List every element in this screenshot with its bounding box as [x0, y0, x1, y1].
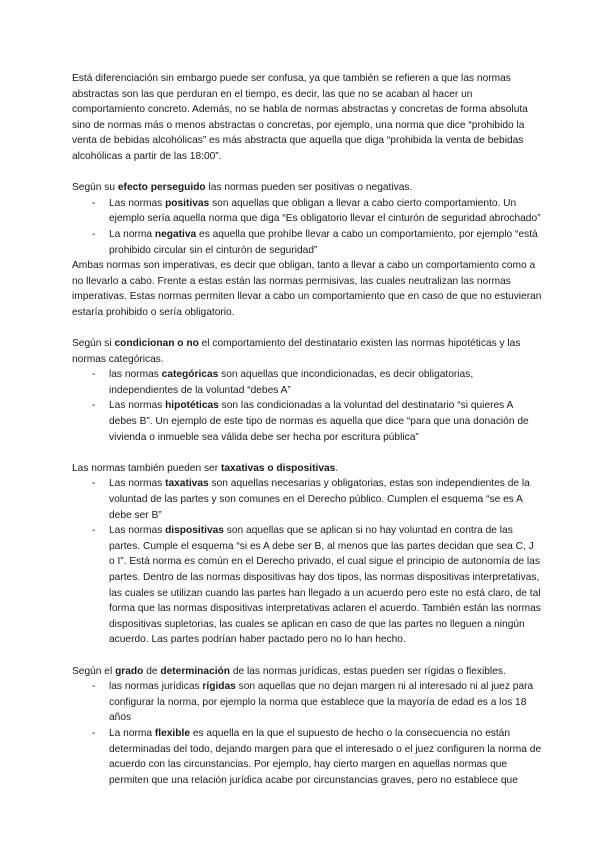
degree-term: grado	[115, 665, 144, 677]
effect-term: efecto perseguido	[117, 182, 206, 194]
list-item: - La norma flexible es aquella en la que el supuesto de hecho o la consecuencia no están determinadas del todo, dejando margen para que el interesado o el juez configuren la norma de acuerdo con las circunstancias. Por ejemplo, hay cierto margen en aquellas normas que permiten que una relación jurídica acabe por circunstancias graves, pero no establece que	[72, 726, 542, 788]
section-effect-heading: Según su efecto perseguido las normas pueden ser positivas o negativas.	[72, 182, 413, 194]
section-degree-heading: Según el grado de determinación de las normas jurídicas, estas pueden ser rígidas o flexibles.	[72, 665, 506, 677]
taxative-term: taxativas o dispositivas	[220, 462, 336, 474]
list-item: - Las normas taxativas son aquellas necesarias y obligatorias, estas son independientes de la voluntad de las partes y son comunes en el Derecho público. Cumplen el esquema “se es A debe ser B”	[72, 476, 542, 523]
list-item: - las normas jurídicas rígidas son aquellas que no dejan margen ni al interesado ni al juez para configurar la norma, por ejemplo la norma que establece que la mayoría de edad es a los 18 años	[72, 679, 542, 726]
document-page	[72, 71, 542, 788]
determination-term: determinación	[160, 665, 231, 677]
list-item: - Las normas positivas son aquellas que obligan a llevar a cabo cierto comportamiento. Un ejemplo sería aquella norma que diga “Es obligatorio llevar el cinturón de seguridad abrochado”	[72, 196, 542, 227]
list-item: - La norma negativa es aquella que prohíbe llevar a cabo un comportamiento, por ejemplo “está prohibido circular sin el cinturón de seguridad”	[72, 227, 542, 258]
section-condition-heading: Según si condicionan o no el comportamiento del destinatario existen las normas hipotéticas y las normas categóricas.	[72, 338, 521, 365]
degree-list	[72, 679, 542, 788]
list-item: - las normas categóricas son aquellas que incondicionadas, es decir obligatorias, independientes de la voluntad “debes A”	[72, 367, 542, 398]
condition-list	[72, 367, 542, 445]
list-item: - Las normas dispositivas son aquellas que se aplican si no hay voluntad en contra de las partes. Cumple el esquema “si es A debe ser B, al menos que las partes decidan que sea C, J o I”. Está norma es común en el Derecho privado, el cual sigue el principio de autonomía de las partes. Dentro de las normas dispositivas hay dos tipos, las normas dispositivas interpretativas, las cuales se utilizan cuando las partes han llegado a un acuerdo pero este no está claro, de tal forma que las normas dispositivas interpretativas aclaren el acuerdo. También están las normas dispositivas supletorias, las cuales se aplican en caso de que las partes no lleguen a ningún acuerdo. Las partes podrían haber pactado pero no lo han hecho.	[72, 523, 542, 648]
section-taxative-heading: Las normas también pueden ser taxativas o dispositivas.	[72, 462, 339, 474]
intro-paragraph: Está diferenciación sin embargo puede ser confusa, ya que también se refieren a que las normas abstractas son las que perduran en el tiempo, es decir, las que no se acaban al hacer un comportamiento concreto. Además, no se habla de normas abstractas y concretas de forma absoluta sino de normas más o menos abstractas o concretas, por ejemplo, una norma que dice “prohibido la venta de bebidas alcohólicas” es más abstracta que aquella que diga “prohibida la venta de bebidas alcohólicas a partir de las 18:00”.	[72, 73, 528, 162]
list-item: - Las normas hipotéticas son las condicionadas a la voluntad del destinatario “si quieres A debes B”. Un ejemplo de este tipo de normas es aquella que dice “para que una donación de vivienda o inmueble sea válida debe ser hecha por escritura pública”	[72, 398, 542, 445]
taxative-list	[72, 476, 542, 648]
imperative-paragraph: Ambas normas son imperativas, es decir que obligan, tanto a llevar a cabo un comportamiento como a no llevarlo a cabo. Frente a estas están las normas permisivas, las cuales neutralizan las normas imperativas. Estas normas permiten llevar a cabo un comportamiento que en caso de que no estuvieran estaría prohibido o sería obligatorio.	[72, 260, 542, 318]
effect-list	[72, 196, 542, 258]
condition-term: condicionan o no	[114, 338, 199, 350]
